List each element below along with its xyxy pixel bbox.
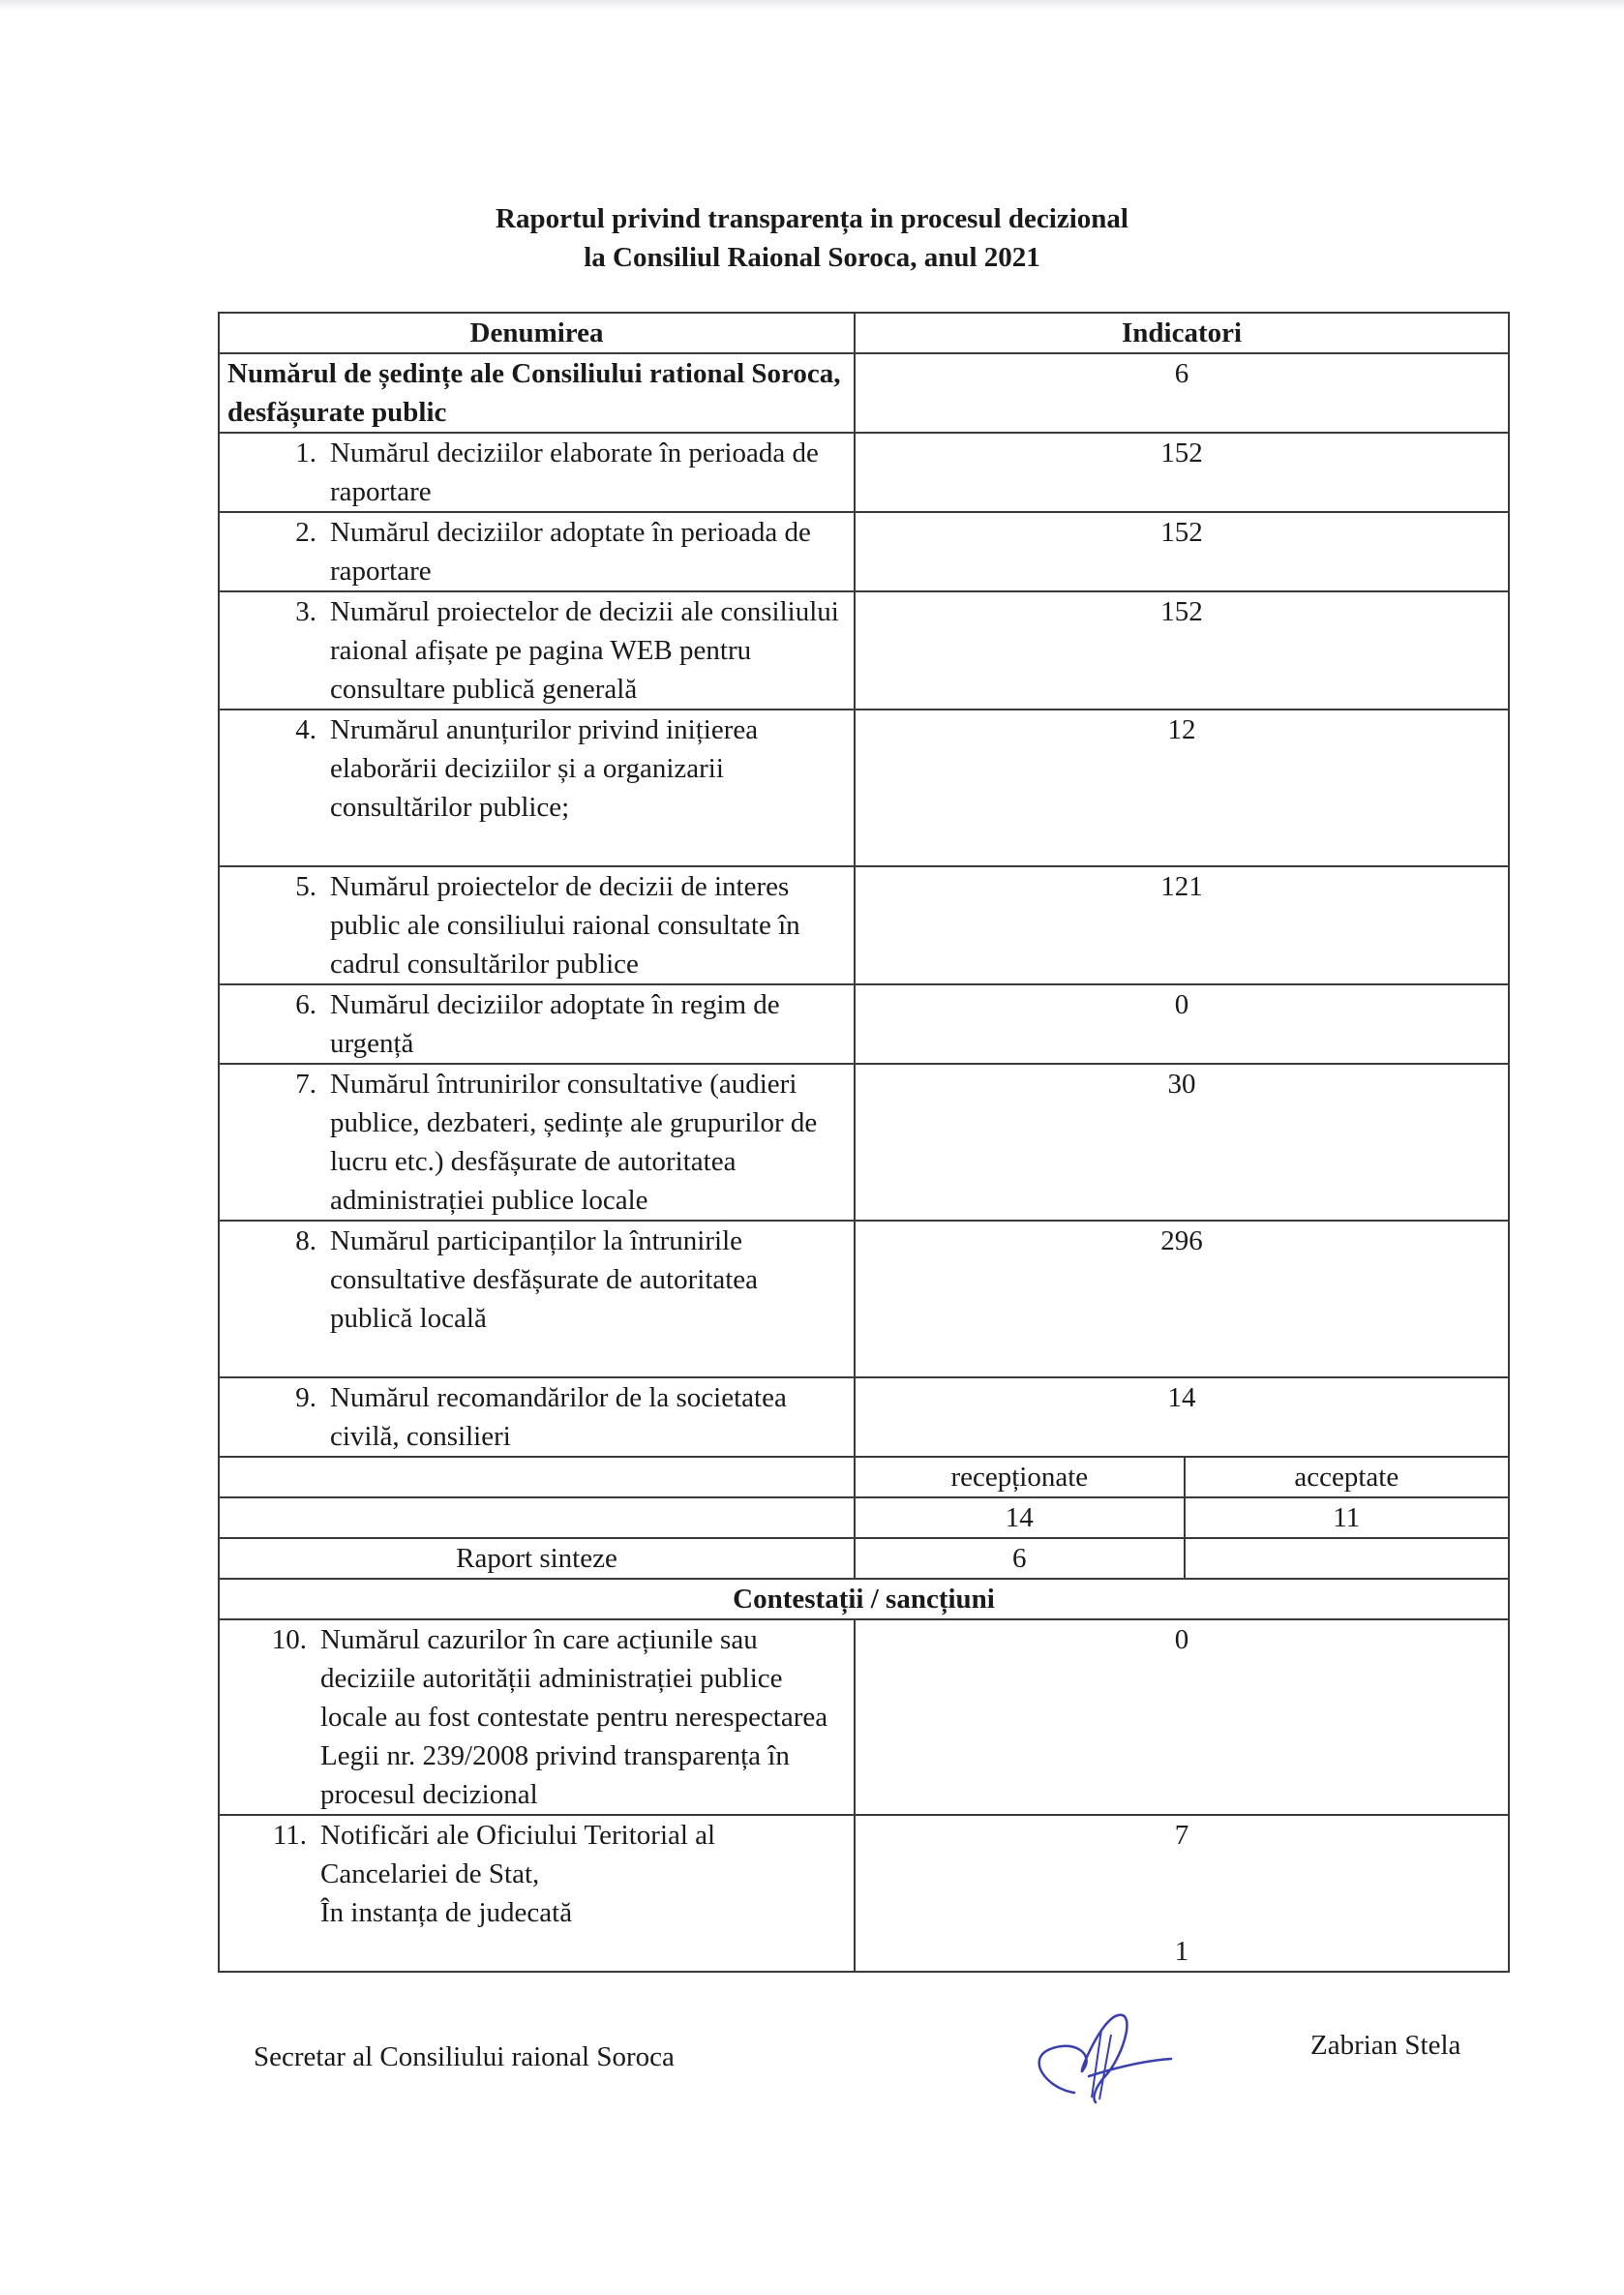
item-label: Numărul participanților la întrunirile consultative desfășurate de autoritatea publică locală: [330, 1225, 759, 1334]
item-value: 0: [855, 984, 1509, 1064]
table-row: [219, 1377, 1509, 1457]
accepted-label: acceptate: [1185, 1457, 1509, 1497]
item-label-court: În instanța de judecată: [320, 1897, 573, 1928]
table-row: [219, 353, 1509, 433]
item-number: 7.: [295, 1069, 316, 1100]
item-label: Numărul proiectelor de decizii ale consiliului raional afișate pe pagina WEB pentru consultare publică generală: [330, 596, 839, 705]
table-row: [219, 1619, 1509, 1815]
section-contestations: Contestații / sancțiuni: [219, 1579, 1509, 1619]
received-value: 14: [855, 1497, 1185, 1538]
item-number: 6.: [295, 989, 316, 1020]
court-value: 1: [1174, 1936, 1189, 1967]
table-row: [219, 1064, 1509, 1221]
table-row: [219, 1221, 1509, 1377]
title-line-1: Raportul privind transparența in procesul decizional: [496, 203, 1128, 234]
synthesis-value: 6: [855, 1538, 1185, 1579]
item-label: Numărul proiectelor de decizii de interes public ale consiliului raional consultate în cadrul consultărilor publice: [330, 871, 800, 980]
item-value: 30: [855, 1064, 1509, 1221]
recommendations-values-row: [219, 1497, 1509, 1538]
item-value: 152: [855, 433, 1509, 512]
item-label: Numărul deciziilor adoptate în perioada de raportare: [330, 517, 811, 587]
empty-cell: [1185, 1538, 1509, 1579]
item-number: 10.: [271, 1624, 307, 1655]
document-title: [0, 199, 1624, 277]
header-name: Denumirea: [219, 313, 855, 353]
item-value: 152: [855, 591, 1509, 710]
signature-icon: [1007, 2001, 1190, 2115]
scan-edge: [0, 0, 1624, 10]
item-label: Numărul întrunirilor consultative (audieri publice, dezbateri, ședințe ale grupurilor de lucru etc.) desfășurate de autoritatea administrației publice locale: [330, 1069, 818, 1216]
table-row: [219, 866, 1509, 984]
notifications-value: 7: [1174, 1820, 1189, 1851]
item-number: 9.: [295, 1382, 316, 1413]
item-value: 14: [855, 1377, 1509, 1457]
item-value: 0: [855, 1619, 1509, 1815]
section-row: [219, 1579, 1509, 1619]
item-number: 11.: [272, 1820, 307, 1851]
recommendations-header-row: [219, 1457, 1509, 1497]
synthesis-row: [219, 1538, 1509, 1579]
item-label: Numărul deciziilor adoptate în regim de urgență: [330, 989, 780, 1059]
empty-cell: [219, 1457, 855, 1497]
table-row: [219, 591, 1509, 710]
title-line-2: la Consiliul Raional Soroca, anul 2021: [584, 242, 1040, 273]
table-row: [219, 984, 1509, 1064]
secretary-name: Zabrian Stela: [1310, 2030, 1461, 2061]
item-label: Numărul recomandărilor de la societatea civilă, consilieri: [330, 1382, 787, 1452]
table-row: [219, 433, 1509, 512]
item-label: Nrumărul anunțurilor privind inițierea elaborării deciziilor și a organizarii consultărilor publice;: [330, 714, 759, 823]
accepted-value: 11: [1185, 1497, 1509, 1538]
table-row: [219, 512, 1509, 591]
report-table: [218, 312, 1510, 1973]
footer: [0, 2028, 1624, 2125]
sessions-label: Numărul de ședințe ale Consiliului rational Soroca, desfășurate public: [219, 353, 855, 433]
item-number: 3.: [295, 596, 316, 627]
synthesis-label: Raport sinteze: [219, 1538, 855, 1579]
table-row: [219, 710, 1509, 866]
empty-cell: [219, 1497, 855, 1538]
header-value: Indicatori: [855, 313, 1509, 353]
table-header-row: [219, 313, 1509, 353]
item-value: 121: [855, 866, 1509, 984]
item-label: Numărul deciziilor elaborate în perioada de raportare: [330, 438, 819, 507]
item-number: 4.: [295, 714, 316, 745]
item-label: Notificări ale Oficiului Teritorial al Cancelariei de Stat,: [320, 1820, 716, 1889]
sessions-value: 6: [855, 353, 1509, 433]
item-value: 152: [855, 512, 1509, 591]
received-label: recepționate: [855, 1457, 1185, 1497]
item-value: 296: [855, 1221, 1509, 1377]
item-number: 2.: [295, 517, 316, 548]
item-value: 12: [855, 710, 1509, 866]
item-label: Numărul cazurilor în care acțiunile sau deciziile autorității administrației publice locale au fost contestate pentru nerespectarea Legii nr. 239/2008 privind transparența în procesul decizional: [320, 1624, 828, 1810]
item-number: 8.: [295, 1225, 316, 1256]
item-number: 5.: [295, 871, 316, 902]
table-row: [219, 1815, 1509, 1972]
item-number: 1.: [295, 438, 316, 468]
secretary-position: Secretar al Consiliului raional Soroca: [254, 2041, 675, 2072]
